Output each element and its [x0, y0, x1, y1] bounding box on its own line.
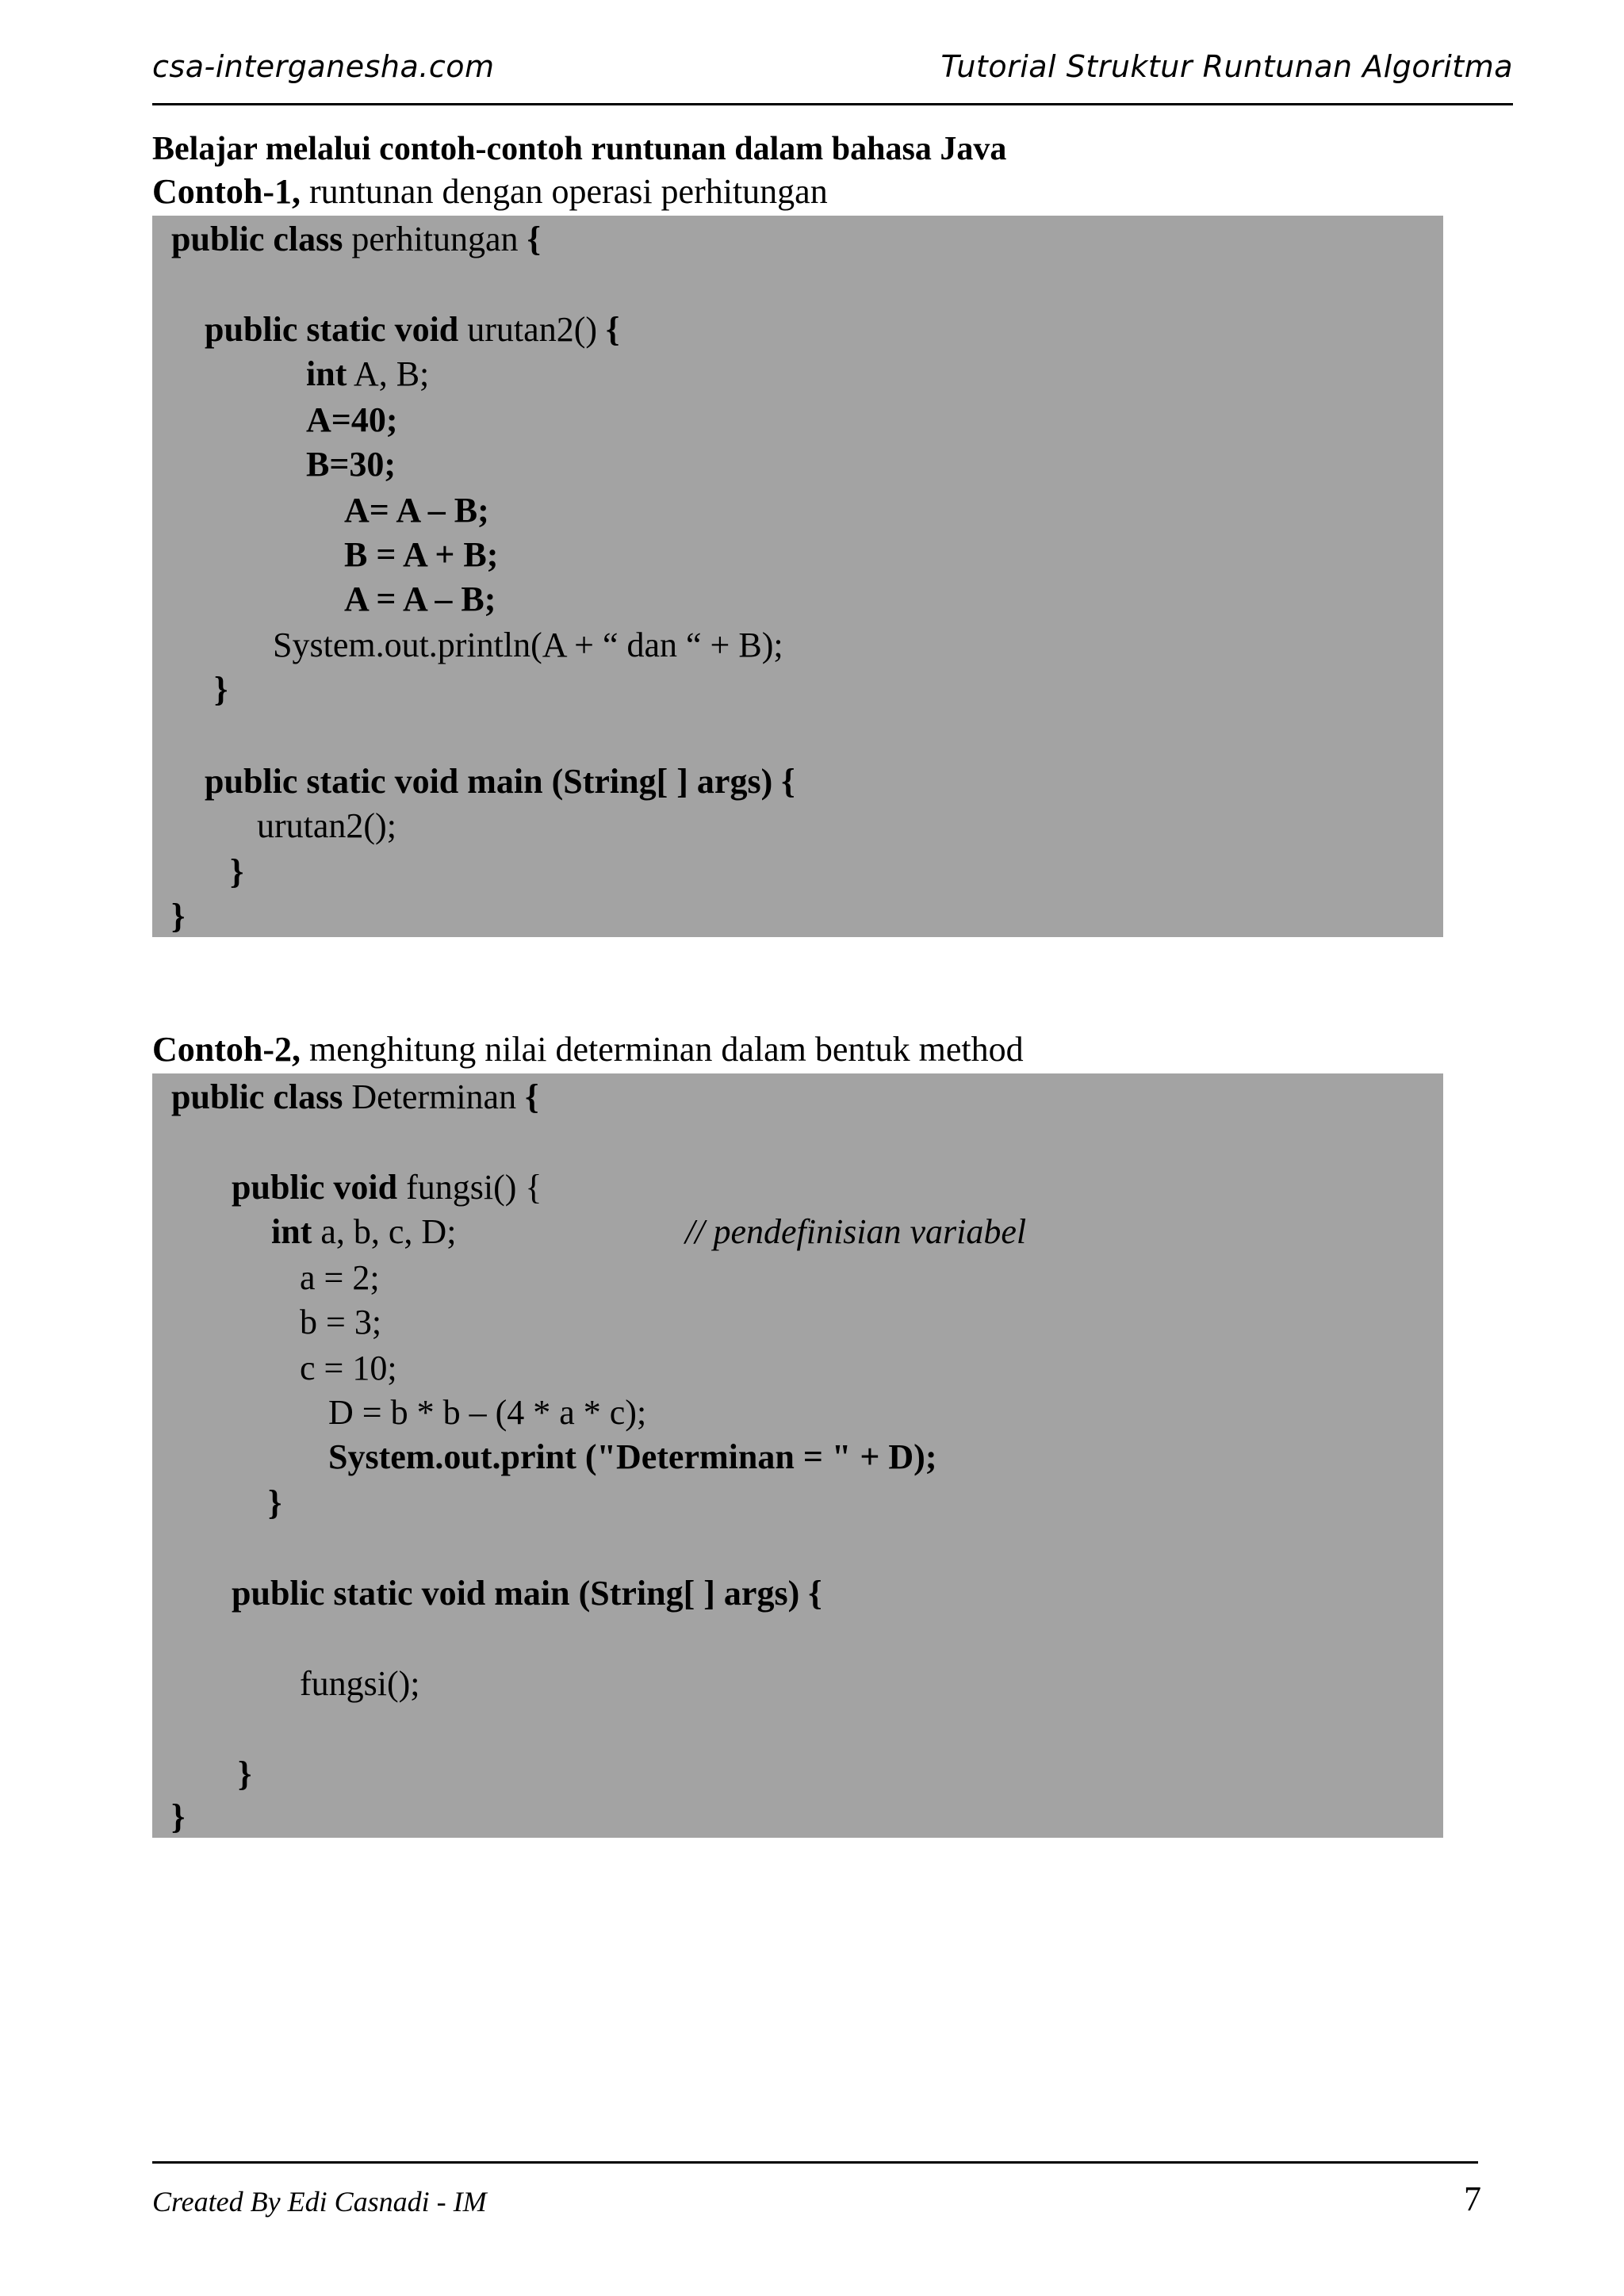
code-line: } [268, 1483, 282, 1522]
example2-label: Contoh-2, [152, 1030, 301, 1069]
code-line: A = A – B; [344, 580, 496, 618]
example2-heading [152, 1029, 1024, 1070]
code-line: D = b * b – (4 * a * c); [328, 1393, 647, 1432]
code-comment: // pendefinisian variabel [685, 1212, 1027, 1251]
code-line: } [214, 670, 228, 709]
example1-description: runtunan dengan operasi perhitungan [301, 172, 828, 211]
example1-label: Contoh-1, [152, 172, 301, 211]
header-doc-title: Tutorial Struktur Runtunan Algoritma [940, 49, 1513, 84]
code-line: int a, b, c, D; [271, 1212, 457, 1251]
code-line: a = 2; [300, 1258, 380, 1297]
section-title: Belajar melalui contoh-contoh runtunan dalam bahasa Java [152, 131, 1007, 167]
code-line: int A, B; [306, 354, 430, 393]
code-line: } [230, 852, 244, 891]
footer-author: Created By Edi Casnadi - IM [152, 2186, 487, 2218]
code-line: public static void main (String[ ] args) { [205, 762, 795, 801]
code-line: } [238, 1755, 252, 1793]
code-line: public static void urutan2() { [205, 310, 620, 349]
code-line: B=30; [306, 445, 396, 484]
code-line: fungsi(); [300, 1664, 420, 1703]
code-line: System.out.print ("Determinan = " + D); [328, 1437, 937, 1476]
example2-description: menghitung nilai determinan dalam bentuk method [301, 1030, 1024, 1069]
code-line: } [171, 897, 186, 936]
header-divider [152, 103, 1513, 105]
code-line: } [171, 1797, 186, 1836]
example2-code-block [152, 1073, 1443, 1838]
code-line: public static void main (String[ ] args) { [232, 1574, 822, 1613]
example1-code-block [152, 216, 1443, 937]
page-number: 7 [1464, 2179, 1481, 2218]
code-line: System.out.println(A + “ dan “ + B); [273, 626, 783, 664]
code-line: b = 3; [300, 1303, 382, 1341]
code-line: public void fungsi() { [232, 1168, 542, 1207]
example1-heading [152, 171, 828, 212]
code-line: public class perhitungan { [171, 220, 541, 258]
code-line: urutan2(); [257, 806, 396, 845]
code-line: A=40; [306, 400, 398, 439]
code-line: A= A – B; [344, 491, 489, 530]
footer-divider [152, 2161, 1478, 2164]
code-line: c = 10; [300, 1349, 397, 1387]
code-line: B = A + B; [344, 535, 499, 574]
header-site: csa-interganesha.com [152, 49, 495, 84]
code-line: public class Determinan { [171, 1077, 539, 1116]
